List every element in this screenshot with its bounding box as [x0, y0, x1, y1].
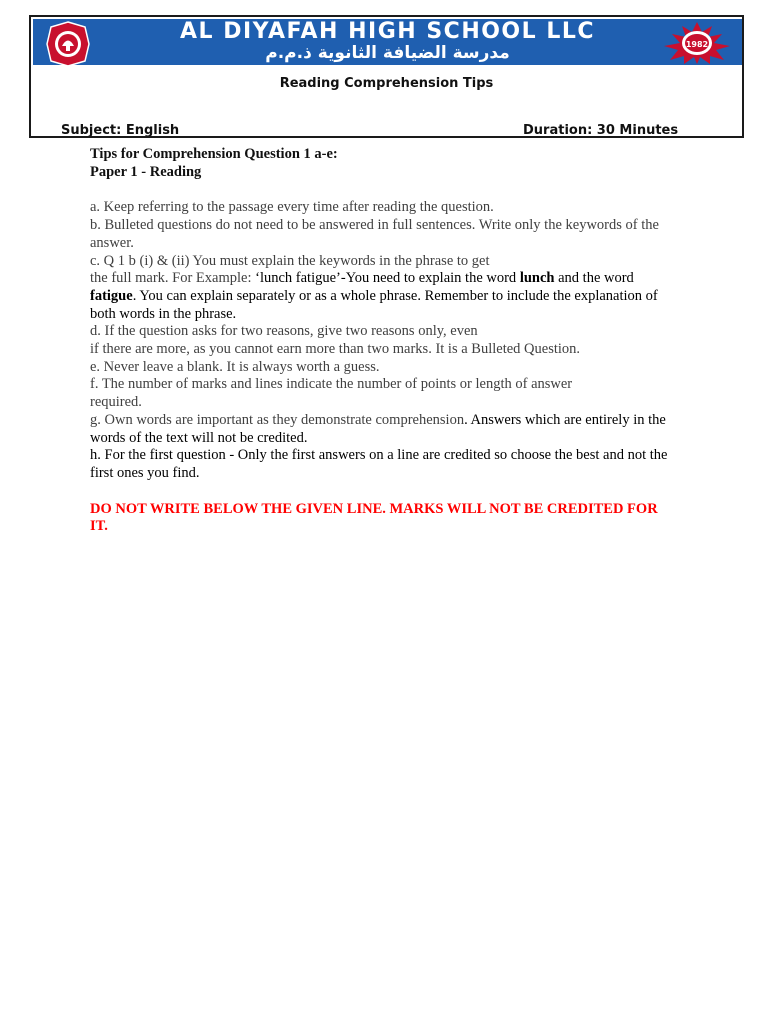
tip-g: [90, 412, 670, 447]
tip-f-line2: required.: [90, 394, 142, 411]
duration-label: Duration: 30 Minutes: [523, 123, 679, 138]
exam-header: [29, 15, 744, 138]
tip-d-line2: if there are more, as you cannot earn more than two marks. It is a Bulleted Question.: [90, 341, 581, 358]
school-banner: [33, 19, 742, 65]
heading-tips: Tips for Comprehension Question 1 a-e:: [90, 146, 338, 162]
seal-year-text: 1982: [685, 40, 709, 49]
tip-c: [90, 270, 670, 323]
tip-c-part4: and the word: [554, 270, 634, 287]
tip-b: b. Bulleted questions do not need to be answered in full sentences. Write only the keywords of the answer.: [90, 217, 659, 251]
tip-e: e. Never leave a blank. It is always worth a guess.: [90, 358, 380, 375]
document-title: Reading Comprehension Tips: [279, 76, 494, 91]
school-name-arabic: مدرسة الضيافة الثانوية ذ.م.م: [265, 43, 510, 63]
subject-label: Subject: English: [61, 123, 180, 138]
tip-c-word-fatigue: fatigue: [90, 287, 133, 304]
heading-paper: Paper 1 - Reading: [90, 163, 202, 180]
warning-notice: DO NOT WRITE BELOW THE GIVEN LINE. MARKS WILL NOT BE CREDITED FOR IT.: [90, 500, 658, 535]
anniversary-seal-logo: [662, 22, 732, 64]
tip-h: [90, 447, 670, 482]
tip-g-part1: g. Own words are important as they demonstrate comprehension: [90, 411, 465, 428]
tip-g-part2: . Answers which are entirely in the words of the text will not be credited.: [90, 411, 666, 446]
tip-c-part2: the full mark. For Example:: [90, 270, 256, 287]
tip-d-line1: d. If the question asks for two reasons, give two reasons only, even: [90, 323, 478, 340]
tip-f-line1: f. The number of marks and lines indicate the number of points or length of answer: [90, 376, 573, 393]
school-name-english: AL DIYAFAH HIGH SCHOOL LLC: [180, 19, 595, 44]
tip-c-line1: c. Q 1 b (i) & (ii) You must explain the keywords in the phrase to get: [90, 252, 490, 269]
tip-c-word-lunch: lunch: [519, 270, 555, 287]
tip-h-text: h. For the first question - Only the first answers on a line are credited so choose the best and not the first ones you find.: [90, 447, 668, 481]
tip-c-part3: ‘lunch fatigue’-You need to explain the word: [255, 270, 520, 287]
tip-a: a. Keep referring to the passage every time after reading the question.: [90, 199, 494, 216]
tips-content: [90, 146, 670, 536]
tip-c-part5: . You can explain separately or as a whole phrase. Remember to include the explanation of both words in the phrase.: [90, 287, 658, 322]
